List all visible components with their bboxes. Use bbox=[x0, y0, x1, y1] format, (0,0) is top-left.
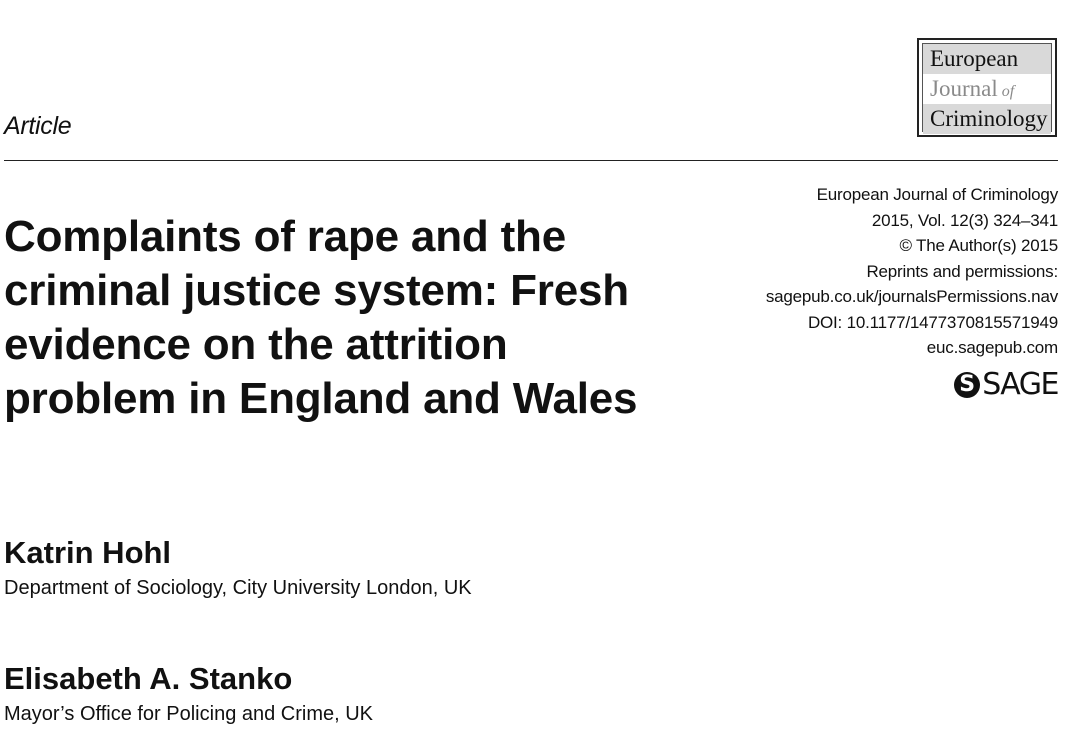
author-name: Elisabeth A. Stanko bbox=[4, 661, 293, 696]
title-line: evidence on the attrition bbox=[4, 320, 508, 369]
title-line: criminal justice system: Fresh bbox=[4, 266, 629, 315]
author-affiliation: Mayor’s Office for Policing and Crime, UK bbox=[4, 703, 374, 725]
journal-logo-journal-word: Journal bbox=[930, 76, 998, 101]
copyright-notice: © The Author(s) 2015 bbox=[899, 236, 1058, 255]
title-line: problem in England and Wales bbox=[4, 374, 638, 423]
header-divider bbox=[4, 160, 1058, 161]
journal-logo bbox=[917, 38, 1057, 137]
sage-logo bbox=[954, 367, 1058, 402]
author-affiliation: Department of Sociology, City University London, UK bbox=[4, 577, 472, 599]
author-name: Katrin Hohl bbox=[4, 535, 172, 570]
journal-logo-line-2 bbox=[923, 74, 1051, 104]
journal-logo-line-3: Criminology bbox=[923, 104, 1051, 134]
volume-info: 2015, Vol. 12(3) 324–341 bbox=[871, 210, 1058, 230]
reprints-label: Reprints and permissions: bbox=[866, 261, 1058, 281]
journal-site-link[interactable]: euc.sagepub.com bbox=[926, 338, 1058, 357]
journal-name: European Journal of Criminology bbox=[816, 185, 1058, 204]
permissions-link[interactable]: sagepub.co.uk/journalsPermissions.nav bbox=[765, 287, 1058, 306]
article-type-label: Article bbox=[4, 112, 72, 140]
sage-wordmark: SAGE bbox=[982, 367, 1058, 402]
sage-s-icon: S bbox=[954, 372, 980, 398]
publication-info bbox=[766, 182, 1058, 361]
article-title bbox=[4, 210, 714, 426]
journal-logo-of-word: of bbox=[1001, 83, 1015, 100]
title-line: Complaints of rape and the bbox=[4, 212, 566, 261]
doi-link[interactable]: DOI: 10.1177/1477370815571949 bbox=[807, 312, 1058, 332]
journal-logo-line-1: European bbox=[923, 44, 1051, 74]
